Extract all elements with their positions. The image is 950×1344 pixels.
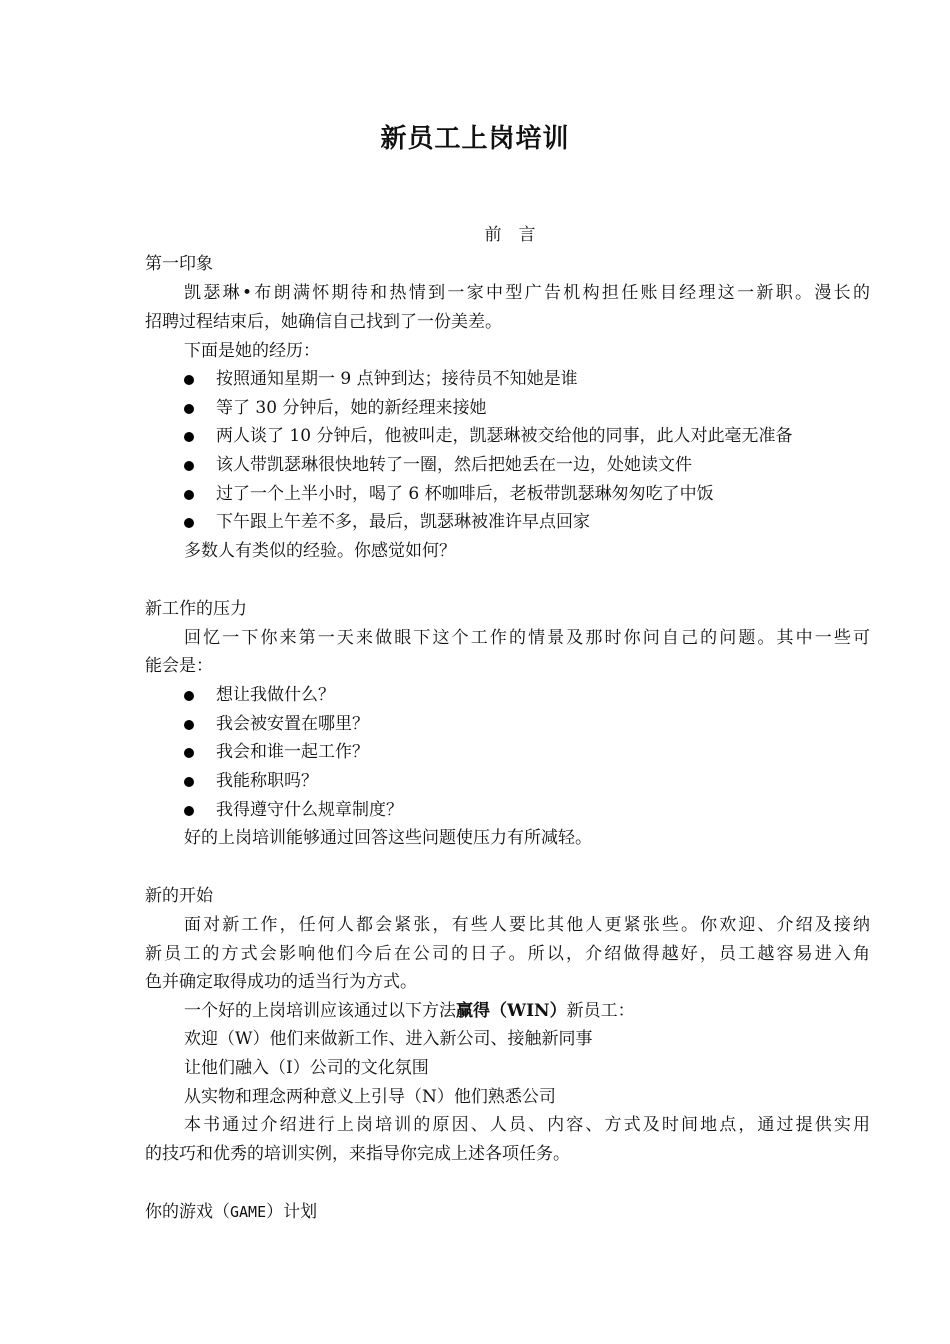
bullet-dot-icon bbox=[184, 748, 194, 758]
section-heading-new-start: 新的开始 bbox=[145, 886, 213, 906]
bullet-text: 我得遵守什么规章制度？ bbox=[216, 800, 403, 820]
section-heading-new-job-pressure: 新工作的压力 bbox=[145, 599, 247, 619]
bullet-item bbox=[184, 710, 369, 739]
bullet-dot-icon bbox=[184, 806, 194, 816]
bullet-text: 两人谈了 10 分钟后，他被叫走，凯瑟琳被交给他的同事，此人对此毫无准备 bbox=[216, 426, 793, 446]
paragraph-line: 新员工的方式会影响他们今后在公司的日子。所以，介绍做得越好，员工越容易进入角 bbox=[145, 944, 870, 964]
bullet-dot-icon bbox=[184, 375, 194, 385]
bullet-dot-icon bbox=[184, 777, 194, 787]
paragraph-line: 多数人有类似的经验。你感觉如何？ bbox=[184, 541, 456, 561]
bullet-item bbox=[184, 365, 578, 394]
section-heading-first-impression: 第一印象 bbox=[145, 254, 213, 274]
paragraph-line: 凯瑟琳•布朗满怀期待和热情到一家中型广告机构担任账目经理这一新职。漫长的 bbox=[184, 283, 870, 303]
bullet-item bbox=[184, 738, 369, 767]
win-welcome-line: 欢迎（W）他们来做新工作、进入新公司、接触新同事 bbox=[184, 1029, 593, 1049]
bullet-item bbox=[184, 508, 590, 537]
bullet-item bbox=[184, 422, 792, 451]
bullet-item bbox=[184, 451, 692, 480]
preface-heading: 前 言 bbox=[484, 225, 536, 245]
bullet-text: 我会被安置在哪里？ bbox=[216, 714, 369, 734]
bullet-dot-icon bbox=[184, 461, 194, 471]
game-keyword: GAME bbox=[230, 1203, 267, 1221]
bullet-text: 过了一个上半小时，喝了 6 杯咖啡后，老板带凯瑟琳匆匆吃了中饭 bbox=[216, 484, 714, 504]
paragraph-line: 回忆一下你来第一天来做眼下这个工作的情景及那时你问自己的问题。其中一些可 bbox=[184, 628, 870, 648]
bullet-item bbox=[184, 796, 403, 825]
win-navigate-line: 从实物和理念两种意义上引导（N）他们熟悉公司 bbox=[184, 1087, 556, 1107]
bullet-text: 按照通知星期一 9 点钟到达；接待员不知她是谁 bbox=[216, 369, 578, 389]
bullet-item bbox=[184, 767, 318, 796]
bullet-item bbox=[184, 480, 714, 509]
bullet-dot-icon bbox=[184, 691, 194, 701]
bullet-dot-icon bbox=[184, 404, 194, 414]
bullet-text: 该人带凯瑟琳很快地转了一圈，然后把她丢在一边，处她读文件 bbox=[216, 455, 692, 475]
bullet-text: 等了 30 分钟后，她的新经理来接她 bbox=[216, 398, 487, 418]
bullet-dot-icon bbox=[184, 432, 194, 442]
bullet-item bbox=[184, 681, 335, 710]
bullet-text: 我能称职吗？ bbox=[216, 771, 318, 791]
bullet-text: 我会和谁一起工作？ bbox=[216, 742, 369, 762]
paragraph-line: 下面是她的经历： bbox=[184, 341, 320, 361]
paragraph-line: 好的上岗培训能够通过回答这些问题使压力有所减轻。 bbox=[184, 828, 592, 848]
bullet-dot-icon bbox=[184, 490, 194, 500]
paragraph-line bbox=[184, 997, 635, 1026]
section-heading-game-plan bbox=[145, 1198, 317, 1227]
paragraph-line: 面对新工作，任何人都会紧张，有些人要比其他人更紧张些。你欢迎、介绍及接纳 bbox=[184, 915, 870, 935]
paragraph-line: 能会是： bbox=[145, 656, 213, 676]
win-emphasis: 赢得（WIN） bbox=[456, 1001, 567, 1021]
bullet-dot-icon bbox=[184, 720, 194, 730]
text-run: ）计划 bbox=[266, 1202, 318, 1222]
paragraph-line: 本书通过介绍进行上岗培训的原因、人员、内容、方式及时间地点，通过提供实用 bbox=[184, 1115, 870, 1135]
paragraph-line: 的技巧和优秀的培训实例，来指导你完成上述各项任务。 bbox=[145, 1144, 570, 1164]
paragraph-line: 色并确定取得成功的适当行为方式。 bbox=[145, 972, 417, 992]
bullet-text: 下午跟上午差不多，最后，凯瑟琳被准许早点回家 bbox=[216, 512, 590, 532]
document-title: 新员工上岗培训 bbox=[380, 124, 570, 154]
text-run: 你的游戏（ bbox=[145, 1202, 230, 1222]
bullet-dot-icon bbox=[184, 518, 194, 528]
bullet-text: 想让我做什么？ bbox=[216, 685, 335, 705]
win-integrate-line: 让他们融入（I）公司的文化氛围 bbox=[184, 1058, 429, 1078]
text-run: 一个好的上岗培训应该通过以下方法 bbox=[184, 1001, 456, 1021]
text-run: 新员工： bbox=[566, 1001, 635, 1021]
paragraph-line: 招聘过程结束后，她确信自己找到了一份美差。 bbox=[145, 312, 502, 332]
bullet-item bbox=[184, 394, 486, 423]
